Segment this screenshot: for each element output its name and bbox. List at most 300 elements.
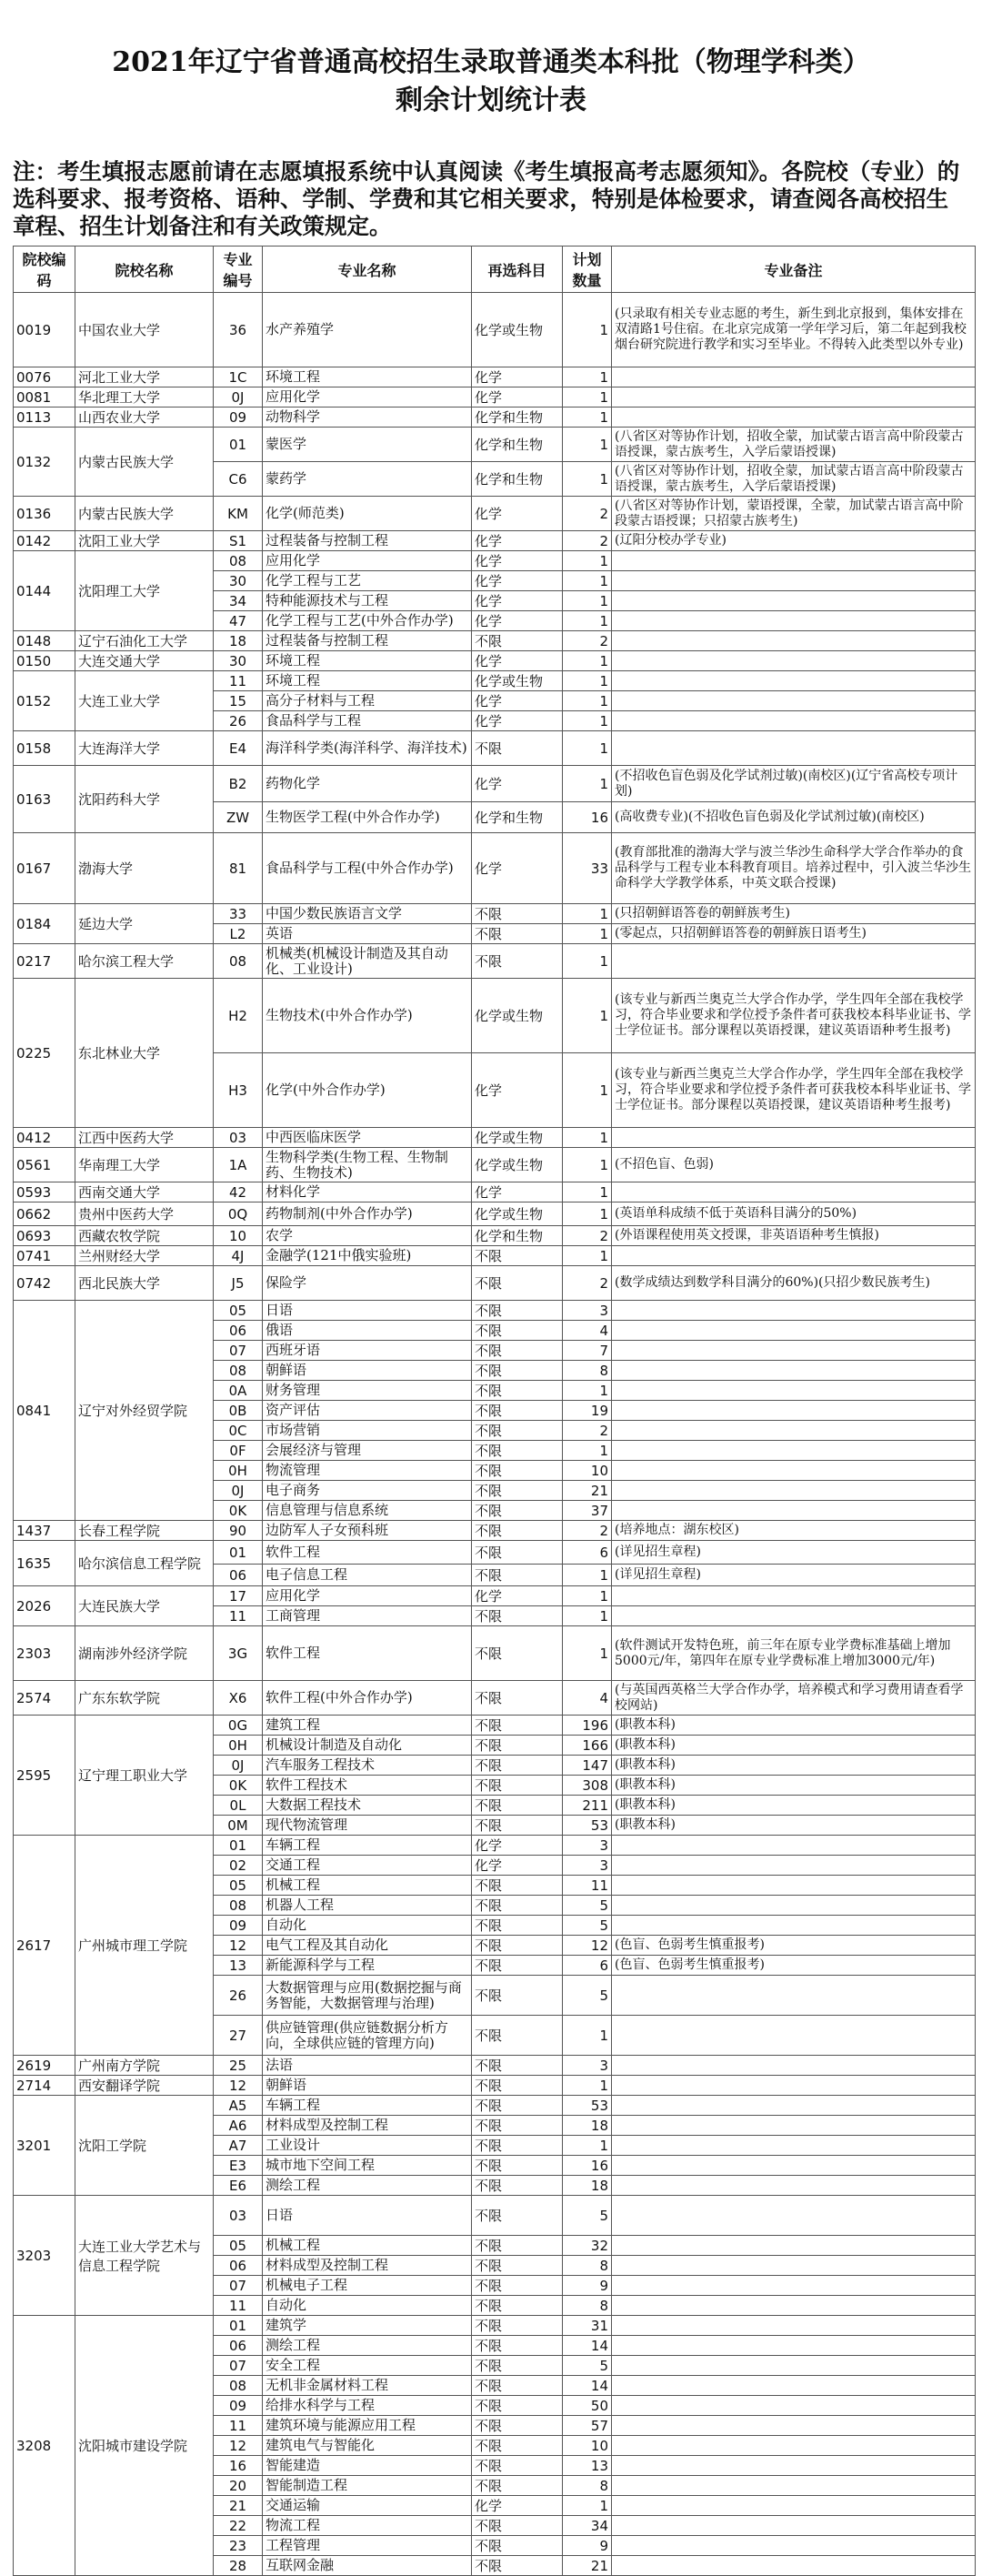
remark-cell bbox=[612, 631, 976, 651]
major-name-cell: 化学工程与工艺(中外合作办学) bbox=[263, 611, 472, 631]
count-cell: 147 bbox=[563, 1756, 612, 1776]
remark-cell: (八省区对等协作计划，招收全蒙，加试蒙古语言高中阶段蒙古语授课，蒙古族考生，入学后蒙语授课) bbox=[612, 462, 976, 497]
major-name-cell: 自动化 bbox=[263, 1916, 472, 1936]
remark-cell bbox=[612, 1246, 976, 1266]
subject-cell: 化学 bbox=[472, 497, 563, 531]
count-cell: 18 bbox=[563, 2176, 612, 2196]
count-cell: 53 bbox=[563, 1816, 612, 1836]
school-code-cell: 0081 bbox=[14, 387, 75, 408]
school-code-cell: 0019 bbox=[14, 293, 75, 367]
major-code-cell: 08 bbox=[214, 1361, 263, 1381]
school-code-cell: 3203 bbox=[14, 2196, 75, 2316]
count-cell: 2 bbox=[563, 497, 612, 531]
table-row bbox=[14, 293, 976, 367]
subject-cell: 不限 bbox=[472, 2096, 563, 2116]
count-cell: 1 bbox=[563, 1246, 612, 1266]
major-name-cell: 资产评估 bbox=[263, 1401, 472, 1421]
count-cell: 1 bbox=[563, 711, 612, 731]
count-cell: 1 bbox=[563, 367, 612, 387]
school-name-cell: 辽宁石油化工大学 bbox=[75, 631, 214, 651]
count-cell: 1 bbox=[563, 731, 612, 766]
subject-cell: 不限 bbox=[472, 1716, 563, 1736]
remark-cell: (英语单科成绩不低于英语科目满分的50%) bbox=[612, 1202, 976, 1226]
subject-cell: 化学或生物 bbox=[472, 979, 563, 1053]
remark-cell: (只招朝鲜语答卷的朝鲜族考生) bbox=[612, 904, 976, 924]
count-cell: 3 bbox=[563, 1856, 612, 1876]
count-cell: 1 bbox=[563, 462, 612, 497]
remark-cell bbox=[612, 1461, 976, 1481]
school-name-cell: 大连工业大学艺术与信息工程学院 bbox=[75, 2196, 214, 2316]
major-code-cell: 0H bbox=[214, 1736, 263, 1756]
major-name-cell: 建筑学 bbox=[263, 2316, 472, 2336]
major-name-cell: 车辆工程 bbox=[263, 2096, 472, 2116]
subject-cell: 化学或生物 bbox=[472, 1202, 563, 1226]
major-code-cell: A6 bbox=[214, 2116, 263, 2136]
school-code-cell: 0742 bbox=[14, 1266, 75, 1301]
major-name-cell: 农学 bbox=[263, 1226, 472, 1246]
count-cell: 1 bbox=[563, 2076, 612, 2096]
major-name-cell: 财务管理 bbox=[263, 1381, 472, 1401]
major-name-cell: 过程装备与控制工程 bbox=[263, 631, 472, 651]
major-code-cell: KM bbox=[214, 497, 263, 531]
major-name-cell: 安全工程 bbox=[263, 2356, 472, 2376]
count-cell: 10 bbox=[563, 1461, 612, 1481]
major-code-cell: 0Q bbox=[214, 1202, 263, 1226]
major-code-cell: 02 bbox=[214, 1856, 263, 1876]
school-code-cell: 0225 bbox=[14, 979, 75, 1128]
subject-cell: 化学 bbox=[472, 1053, 563, 1128]
count-cell: 34 bbox=[563, 2516, 612, 2536]
subject-cell: 不限 bbox=[472, 2196, 563, 2236]
major-name-cell: 俄语 bbox=[263, 1321, 472, 1341]
table-row bbox=[14, 1246, 976, 1266]
school-code-cell: 0184 bbox=[14, 904, 75, 944]
major-name-cell: 信息管理与信息系统 bbox=[263, 1501, 472, 1521]
subject-cell: 不限 bbox=[472, 2236, 563, 2256]
major-code-cell: 08 bbox=[214, 944, 263, 979]
table-row bbox=[14, 551, 976, 571]
major-code-cell: 05 bbox=[214, 2236, 263, 2256]
table-row bbox=[14, 1681, 976, 1716]
subject-cell: 不限 bbox=[472, 731, 563, 766]
major-code-cell: 47 bbox=[214, 611, 263, 631]
subject-cell: 不限 bbox=[472, 1441, 563, 1461]
subject-cell: 不限 bbox=[472, 631, 563, 651]
remark-cell: (零起点，只招朝鲜语答卷的朝鲜族日语考生) bbox=[612, 924, 976, 944]
remark-cell bbox=[612, 1606, 976, 1626]
major-code-cell: 17 bbox=[214, 1586, 263, 1606]
major-name-cell: 给排水科学与工程 bbox=[263, 2396, 472, 2416]
count-cell: 1 bbox=[563, 1148, 612, 1182]
major-name-cell: 保险学 bbox=[263, 1266, 472, 1301]
remark-cell: (八省区对等协作计划，蒙语授课，全蒙，加试蒙古语言高中阶段蒙古语授课；只招蒙古族考生) bbox=[612, 497, 976, 531]
subject-cell: 化学 bbox=[472, 1182, 563, 1202]
remark-cell bbox=[612, 2296, 976, 2316]
subject-cell: 化学和生物 bbox=[472, 802, 563, 833]
remark-cell: (不招收色盲色弱及化学试剂过敏)(南校区)(辽宁省高校专项计划) bbox=[612, 766, 976, 802]
major-code-cell: 33 bbox=[214, 904, 263, 924]
remark-cell: (教育部批准的渤海大学与波兰华沙生命科学大学合作举办的食品科学与工程专业本科教育项目。培养过程中，引入波兰华沙生命科学大学教学体系，中英文联合授课) bbox=[612, 833, 976, 904]
subject-cell: 不限 bbox=[472, 1246, 563, 1266]
subject-cell: 不限 bbox=[472, 1736, 563, 1756]
school-name-cell: 华北理工大学 bbox=[75, 387, 214, 408]
remark-cell bbox=[612, 2556, 976, 2576]
table-row bbox=[14, 1266, 976, 1301]
table-row bbox=[14, 2076, 976, 2096]
school-code-cell: 2714 bbox=[14, 2076, 75, 2096]
count-cell: 1 bbox=[563, 1128, 612, 1148]
major-name-cell: 环境工程 bbox=[263, 367, 472, 387]
major-code-cell: 42 bbox=[214, 1182, 263, 1202]
school-name-cell: 西安翻译学院 bbox=[75, 2076, 214, 2096]
major-name-cell: 边防军人子女预科班 bbox=[263, 1521, 472, 1541]
major-code-cell: 08 bbox=[214, 551, 263, 571]
major-name-cell: 药物制剂(中外合作办学) bbox=[263, 1202, 472, 1226]
major-name-cell: 过程装备与控制工程 bbox=[263, 531, 472, 551]
major-code-cell: 26 bbox=[214, 1976, 263, 2016]
school-code-cell: 0841 bbox=[14, 1301, 75, 1521]
remark-cell: (详见招生章程) bbox=[612, 1565, 976, 1586]
remark-cell bbox=[612, 1182, 976, 1202]
subject-cell: 不限 bbox=[472, 1341, 563, 1361]
subject-cell: 不限 bbox=[472, 924, 563, 944]
major-name-cell: 物流管理 bbox=[263, 1461, 472, 1481]
count-cell: 1 bbox=[563, 1441, 612, 1461]
major-code-cell: 4J bbox=[214, 1246, 263, 1266]
major-code-cell: E3 bbox=[214, 2156, 263, 2176]
major-code-cell: J5 bbox=[214, 1266, 263, 1301]
major-code-cell: X6 bbox=[214, 1681, 263, 1716]
major-name-cell: 蒙药学 bbox=[263, 462, 472, 497]
subject-cell: 不限 bbox=[472, 2156, 563, 2176]
major-name-cell: 英语 bbox=[263, 924, 472, 944]
subject-cell: 不限 bbox=[472, 2316, 563, 2336]
major-name-cell: 测绘工程 bbox=[263, 2176, 472, 2196]
remark-cell bbox=[612, 1916, 976, 1936]
subject-cell: 不限 bbox=[472, 2536, 563, 2556]
count-cell: 2 bbox=[563, 1266, 612, 1301]
table-row bbox=[14, 1301, 976, 1321]
subject-cell: 不限 bbox=[472, 1776, 563, 1796]
school-name-cell: 渤海大学 bbox=[75, 833, 214, 904]
remark-cell: (数学成绩达到数学科目满分的60%)(只招少数民族考生) bbox=[612, 1266, 976, 1301]
subject-cell: 化学和生物 bbox=[472, 428, 563, 462]
count-cell: 5 bbox=[563, 2356, 612, 2376]
major-name-cell: 水产养殖学 bbox=[263, 293, 472, 367]
remark-cell bbox=[612, 591, 976, 611]
school-code-cell: 0158 bbox=[14, 731, 75, 766]
school-name-cell: 大连工业大学 bbox=[75, 671, 214, 731]
count-cell: 1 bbox=[563, 924, 612, 944]
col-header-remark: 专业备注 bbox=[612, 247, 976, 293]
table-row bbox=[14, 944, 976, 979]
remark-cell bbox=[612, 2276, 976, 2296]
major-code-cell: 90 bbox=[214, 1521, 263, 1541]
count-cell: 1 bbox=[563, 551, 612, 571]
count-cell: 1 bbox=[563, 651, 612, 671]
count-cell: 196 bbox=[563, 1716, 612, 1736]
school-name-cell: 辽宁对外经贸学院 bbox=[75, 1301, 214, 1521]
table-row bbox=[14, 1226, 976, 1246]
subject-cell: 化学 bbox=[472, 833, 563, 904]
major-code-cell: 06 bbox=[214, 1565, 263, 1586]
count-cell: 1 bbox=[563, 1182, 612, 1202]
subject-cell: 化学 bbox=[472, 691, 563, 711]
subject-cell: 不限 bbox=[472, 2116, 563, 2136]
table-row bbox=[14, 2316, 976, 2336]
count-cell: 1 bbox=[563, 904, 612, 924]
remark-cell: (职教本科) bbox=[612, 1816, 976, 1836]
major-name-cell: 城市地下空间工程 bbox=[263, 2156, 472, 2176]
major-code-cell: 30 bbox=[214, 651, 263, 671]
major-name-cell: 材料成型及控制工程 bbox=[263, 2116, 472, 2136]
major-name-cell: 化学工程与工艺 bbox=[263, 571, 472, 591]
count-cell: 2 bbox=[563, 1226, 612, 1246]
major-code-cell: 11 bbox=[214, 2296, 263, 2316]
remark-cell bbox=[612, 1481, 976, 1501]
major-code-cell: L2 bbox=[214, 924, 263, 944]
count-cell: 50 bbox=[563, 2396, 612, 2416]
remark-cell bbox=[612, 2056, 976, 2076]
remark-cell bbox=[612, 1321, 976, 1341]
major-code-cell: E6 bbox=[214, 2176, 263, 2196]
major-name-cell: 会展经济与管理 bbox=[263, 1441, 472, 1461]
remark-cell bbox=[612, 691, 976, 711]
count-cell: 13 bbox=[563, 2456, 612, 2476]
major-name-cell: 现代物流管理 bbox=[263, 1816, 472, 1836]
major-code-cell: 0B bbox=[214, 1401, 263, 1421]
count-cell: 1 bbox=[563, 944, 612, 979]
major-code-cell: 08 bbox=[214, 2376, 263, 2396]
school-name-cell: 沈阳工业大学 bbox=[75, 531, 214, 551]
remark-cell bbox=[612, 367, 976, 387]
subject-cell: 不限 bbox=[472, 1936, 563, 1956]
school-name-cell: 广州城市理工学院 bbox=[75, 1836, 214, 2056]
major-name-cell: 化学(师范类) bbox=[263, 497, 472, 531]
school-name-cell: 河北工业大学 bbox=[75, 367, 214, 387]
major-code-cell: 0F bbox=[214, 1441, 263, 1461]
remark-cell bbox=[612, 2376, 976, 2396]
major-name-cell: 机械设计制造及自动化 bbox=[263, 1736, 472, 1756]
table-row bbox=[14, 531, 976, 551]
count-cell: 4 bbox=[563, 1321, 612, 1341]
subject-cell: 不限 bbox=[472, 2396, 563, 2416]
subject-cell: 不限 bbox=[472, 2256, 563, 2276]
subject-cell: 不限 bbox=[472, 1916, 563, 1936]
major-code-cell: 0J bbox=[214, 387, 263, 408]
subject-cell: 不限 bbox=[472, 1876, 563, 1896]
major-name-cell: 电子信息工程 bbox=[263, 1565, 472, 1586]
major-code-cell: 25 bbox=[214, 2056, 263, 2076]
subject-cell: 不限 bbox=[472, 904, 563, 924]
remark-cell: (该专业与新西兰奥克兰大学合作办学，学生四年全部在我校学习，符合毕业要求和学位授予条件者可获我校本科毕业证书、学士学位证书。部分课程以英语授课，建议英语语种考生报考) bbox=[612, 1053, 976, 1128]
major-code-cell: 06 bbox=[214, 1321, 263, 1341]
major-code-cell: 11 bbox=[214, 671, 263, 691]
major-name-cell: 金融学(121中俄实验班) bbox=[263, 1246, 472, 1266]
subject-cell: 化学 bbox=[472, 591, 563, 611]
major-code-cell: 07 bbox=[214, 2356, 263, 2376]
major-name-cell: 日语 bbox=[263, 1301, 472, 1321]
school-name-cell: 中国农业大学 bbox=[75, 293, 214, 367]
major-code-cell: 36 bbox=[214, 293, 263, 367]
school-code-cell: 3201 bbox=[14, 2096, 75, 2196]
school-name-cell: 辽宁理工职业大学 bbox=[75, 1716, 214, 1836]
subject-cell: 不限 bbox=[472, 2336, 563, 2356]
remark-cell bbox=[612, 387, 976, 408]
remark-cell: (职教本科) bbox=[612, 1776, 976, 1796]
remark-cell bbox=[612, 2076, 976, 2096]
major-code-cell: 12 bbox=[214, 2436, 263, 2456]
count-cell: 1 bbox=[563, 591, 612, 611]
subject-cell: 不限 bbox=[472, 1481, 563, 1501]
major-code-cell: 0J bbox=[214, 1481, 263, 1501]
school-name-cell: 兰州财经大学 bbox=[75, 1246, 214, 1266]
major-code-cell: 12 bbox=[214, 2076, 263, 2096]
remark-cell bbox=[612, 1401, 976, 1421]
major-code-cell: 06 bbox=[214, 2336, 263, 2356]
count-cell: 31 bbox=[563, 2316, 612, 2336]
major-code-cell: 03 bbox=[214, 1128, 263, 1148]
remark-cell bbox=[612, 1421, 976, 1441]
major-name-cell: 机器人工程 bbox=[263, 1896, 472, 1916]
count-cell: 57 bbox=[563, 2416, 612, 2436]
remark-cell bbox=[612, 2516, 976, 2536]
table-row bbox=[14, 1626, 976, 1681]
major-name-cell: 自动化 bbox=[263, 2296, 472, 2316]
major-name-cell: 软件工程(中外合作办学) bbox=[263, 1681, 472, 1716]
major-name-cell: 智能制造工程 bbox=[263, 2476, 472, 2496]
major-name-cell: 朝鲜语 bbox=[263, 1361, 472, 1381]
major-name-cell: 生物医学工程(中外合作办学) bbox=[263, 802, 472, 833]
count-cell: 16 bbox=[563, 802, 612, 833]
major-code-cell: 1A bbox=[214, 1148, 263, 1182]
subject-cell: 不限 bbox=[472, 944, 563, 979]
major-name-cell: 建筑环境与能源应用工程 bbox=[263, 2416, 472, 2436]
count-cell: 4 bbox=[563, 1681, 612, 1716]
remark-cell bbox=[612, 2156, 976, 2176]
major-code-cell: A5 bbox=[214, 2096, 263, 2116]
major-name-cell: 机械工程 bbox=[263, 1876, 472, 1896]
school-code-cell: 2026 bbox=[14, 1586, 75, 1626]
major-code-cell: 07 bbox=[214, 1341, 263, 1361]
major-name-cell: 物流工程 bbox=[263, 2516, 472, 2536]
school-name-cell: 长春工程学院 bbox=[75, 1521, 214, 1541]
count-cell: 1 bbox=[563, 766, 612, 802]
school-name-cell: 大连民族大学 bbox=[75, 1586, 214, 1626]
table-row bbox=[14, 979, 976, 1053]
major-code-cell: 23 bbox=[214, 2536, 263, 2556]
remark-cell bbox=[612, 1586, 976, 1606]
count-cell: 8 bbox=[563, 2256, 612, 2276]
table-row bbox=[14, 2056, 976, 2076]
remark-cell bbox=[612, 1361, 976, 1381]
school-code-cell: 0132 bbox=[14, 428, 75, 497]
major-code-cell: 0J bbox=[214, 1756, 263, 1776]
major-code-cell: 30 bbox=[214, 571, 263, 591]
subject-cell: 化学 bbox=[472, 1586, 563, 1606]
major-name-cell: 日语 bbox=[263, 2196, 472, 2236]
major-name-cell: 中国少数民族语言文学 bbox=[263, 904, 472, 924]
table-row bbox=[14, 367, 976, 387]
count-cell: 10 bbox=[563, 2436, 612, 2456]
school-code-cell: 0217 bbox=[14, 944, 75, 979]
table-row bbox=[14, 428, 976, 462]
subject-cell: 不限 bbox=[472, 2416, 563, 2436]
school-name-cell: 沈阳城市建设学院 bbox=[75, 2316, 214, 2576]
subject-cell: 不限 bbox=[472, 1565, 563, 1586]
remark-cell: (职教本科) bbox=[612, 1756, 976, 1776]
school-name-cell: 内蒙古民族大学 bbox=[75, 428, 214, 497]
school-code-cell: 0136 bbox=[14, 497, 75, 531]
major-code-cell: 0K bbox=[214, 1501, 263, 1521]
major-code-cell: 34 bbox=[214, 591, 263, 611]
count-cell: 9 bbox=[563, 2536, 612, 2556]
school-code-cell: 2617 bbox=[14, 1836, 75, 2056]
count-cell: 211 bbox=[563, 1796, 612, 1816]
table-row bbox=[14, 904, 976, 924]
plan-table bbox=[13, 246, 976, 2576]
subject-cell: 不限 bbox=[472, 2456, 563, 2476]
major-name-cell: 软件工程 bbox=[263, 1626, 472, 1681]
remark-cell bbox=[612, 731, 976, 766]
school-name-cell: 西北民族大学 bbox=[75, 1266, 214, 1301]
remark-cell bbox=[612, 2396, 976, 2416]
major-name-cell: 应用化学 bbox=[263, 387, 472, 408]
count-cell: 11 bbox=[563, 1876, 612, 1896]
major-code-cell: 11 bbox=[214, 2416, 263, 2436]
remark-cell bbox=[612, 1836, 976, 1856]
major-code-cell: A7 bbox=[214, 2136, 263, 2156]
major-code-cell: 0M bbox=[214, 1816, 263, 1836]
count-cell: 1 bbox=[563, 691, 612, 711]
school-name-cell: 大连海洋大学 bbox=[75, 731, 214, 766]
major-name-cell: 食品科学与工程(中外合作办学) bbox=[263, 833, 472, 904]
major-code-cell: 10 bbox=[214, 1226, 263, 1246]
major-code-cell: S1 bbox=[214, 531, 263, 551]
major-code-cell: 81 bbox=[214, 833, 263, 904]
remark-cell: (与英国西英格兰大学合作办学，培养模式和学习费用请查看学校网站) bbox=[612, 1681, 976, 1716]
remark-cell bbox=[612, 2196, 976, 2236]
major-name-cell: 朝鲜语 bbox=[263, 2076, 472, 2096]
subject-cell: 不限 bbox=[472, 1541, 563, 1565]
major-name-cell: 机械工程 bbox=[263, 2236, 472, 2256]
count-cell: 53 bbox=[563, 2096, 612, 2116]
count-cell: 1 bbox=[563, 571, 612, 591]
count-cell: 1 bbox=[563, 387, 612, 408]
school-code-cell: 0148 bbox=[14, 631, 75, 651]
major-code-cell: 27 bbox=[214, 2016, 263, 2056]
notice-text: 注：考生填报志愿前请在志愿填报系统中认真阅读《考生填报高考志愿须知》。各院校（专业）的选科要求、报考资格、语种、学制、学费和其它相关要求，特别是体检要求，请查阅各高校招生章程、招生计划备注和有关政策规定。 bbox=[13, 158, 960, 239]
school-name-cell: 沈阳理工大学 bbox=[75, 551, 214, 631]
count-cell: 19 bbox=[563, 1401, 612, 1421]
page-title: 2021年辽宁省普通高校招生录取普通类本科批（物理学科类） bbox=[112, 46, 870, 78]
count-cell: 8 bbox=[563, 2476, 612, 2496]
subject-cell: 不限 bbox=[472, 2356, 563, 2376]
major-name-cell: 环境工程 bbox=[263, 651, 472, 671]
major-name-cell: 生物科学类(生物工程、生物制药、生物技术) bbox=[263, 1148, 472, 1182]
school-name-cell: 广东东软学院 bbox=[75, 1681, 214, 1716]
remark-cell bbox=[612, 2416, 976, 2436]
major-name-cell: 环境工程 bbox=[263, 671, 472, 691]
remark-cell bbox=[612, 2456, 976, 2476]
major-code-cell: 11 bbox=[214, 1606, 263, 1626]
remark-cell: (辽阳分校办学专业) bbox=[612, 531, 976, 551]
count-cell: 1 bbox=[563, 2016, 612, 2056]
count-cell: 1 bbox=[563, 428, 612, 462]
major-code-cell: 16 bbox=[214, 2456, 263, 2476]
count-cell: 7 bbox=[563, 1341, 612, 1361]
subject-cell: 不限 bbox=[472, 2296, 563, 2316]
